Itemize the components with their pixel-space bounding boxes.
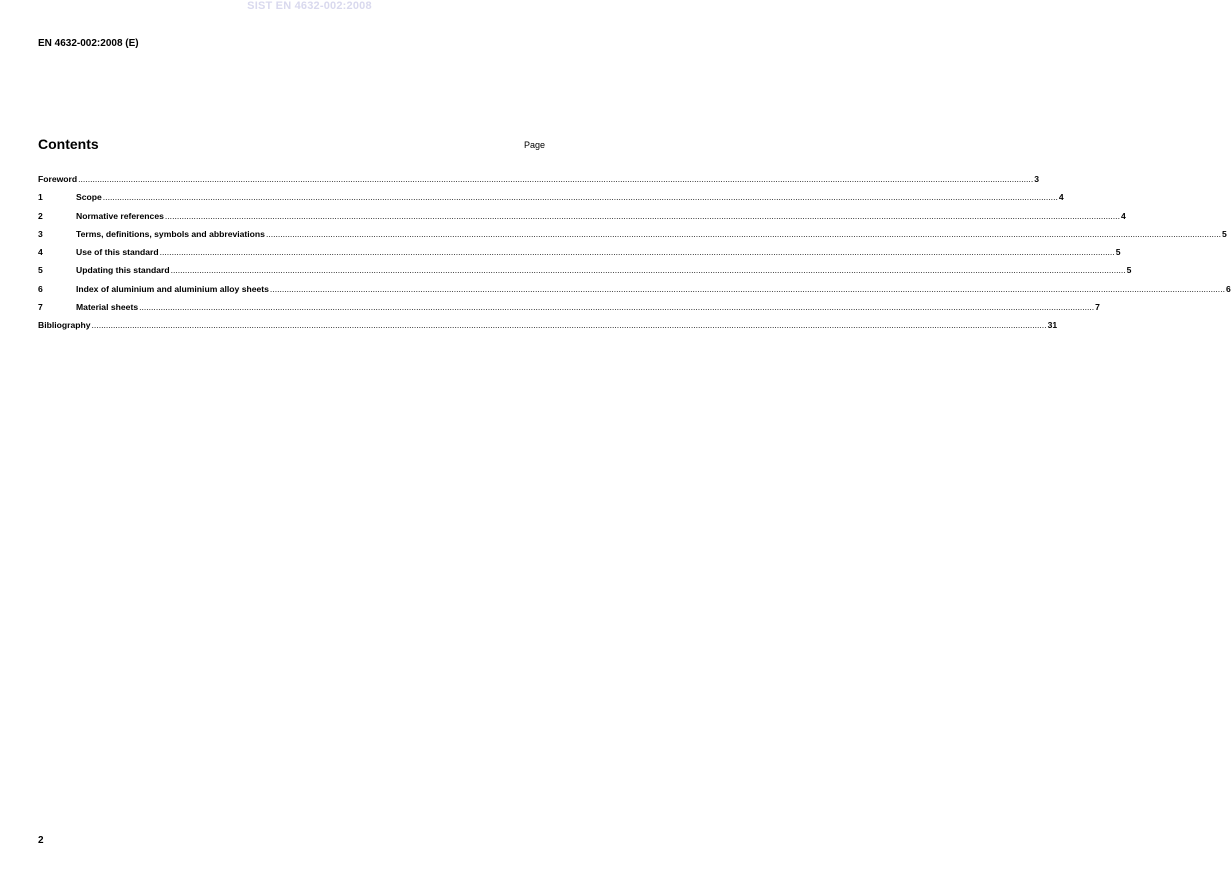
- toc-entry-page: 5: [1222, 228, 1227, 239]
- toc-entry-page: 4: [1120, 210, 1126, 221]
- toc-leader-dots: ................................................................................................................................................................................................................................................................................................................................................................................................................: [78, 174, 1034, 184]
- table-of-contents: [38, 174, 1231, 339]
- toc-leader-dots: ................................................................................................................................................................................................................................................................................................................................................................................................................: [170, 265, 1126, 276]
- toc-entry-title: Use of this standard: [76, 247, 159, 258]
- page-column-label: Page: [523, 140, 545, 150]
- toc-entry-material-sheets[interactable]: [38, 302, 1100, 320]
- toc-entry-page: 7: [1095, 302, 1100, 313]
- toc-entry-title: Updating this standard: [76, 265, 170, 276]
- toc-entry-updating-standard[interactable]: [38, 265, 1132, 283]
- toc-entry-number: 2: [38, 210, 43, 221]
- toc-entry-number: 5: [38, 265, 43, 276]
- toc-leader-dots: ................................................................................................................................................................................................................................................................................................................................................................................................................: [265, 228, 1222, 239]
- document-header: EN 4632-002:2008 (E): [38, 38, 139, 49]
- toc-entry-number: 3: [38, 228, 43, 239]
- toc-entry-title: Bibliography: [38, 320, 91, 331]
- contents-title: Contents: [38, 136, 99, 152]
- toc-entry-use-of-standard[interactable]: [38, 247, 1121, 265]
- toc-entry-terms-definitions[interactable]: [38, 228, 1227, 247]
- toc-entry-page: 31: [1047, 320, 1058, 331]
- toc-entry-title: Normative references: [76, 210, 164, 221]
- toc-entry-number: 6: [38, 283, 43, 294]
- toc-entry-scope[interactable]: [38, 192, 1064, 210]
- toc-leader-dots: ................................................................................................................................................................................................................................................................................................................................................................................................................: [159, 247, 1115, 258]
- toc-entry-page: 5: [1115, 247, 1121, 258]
- toc-leader-dots: ................................................................................................................................................................................................................................................................................................................................................................................................................: [269, 283, 1225, 294]
- toc-entry-title: Index of aluminium and aluminium alloy sheets: [76, 283, 269, 294]
- toc-entry-page: 6: [1225, 283, 1231, 294]
- watermark: SIST EN 4632-002:2008: [247, 0, 372, 12]
- toc-entry-title: Terms, definitions, symbols and abbreviations: [76, 228, 265, 239]
- toc-leader-dots: ................................................................................................................................................................................................................................................................................................................................................................................................................: [164, 210, 1120, 221]
- toc-leader-dots: ................................................................................................................................................................................................................................................................................................................................................................................................................: [102, 192, 1058, 203]
- toc-entry-title: Material sheets: [76, 302, 139, 313]
- toc-entry-title: Scope: [76, 192, 102, 203]
- toc-entry-page: 4: [1058, 192, 1064, 203]
- page-number: 2: [38, 835, 44, 846]
- toc-entry-normative-references[interactable]: [38, 210, 1126, 229]
- toc-entry-number: 1: [38, 192, 43, 203]
- toc-entry-bibliography[interactable]: [38, 320, 1058, 338]
- toc-leader-dots: ................................................................................................................................................................................................................................................................................................................................................................................................................: [91, 320, 1047, 331]
- toc-entry-page: 3: [1034, 174, 1039, 184]
- toc-entry-foreword[interactable]: [38, 174, 1039, 192]
- toc-entry-number: 4: [38, 247, 43, 258]
- toc-leader-dots: ................................................................................................................................................................................................................................................................................................................................................................................................................: [139, 302, 1095, 313]
- toc-entry-title: Foreword: [38, 174, 78, 184]
- toc-entry-number: 7: [38, 302, 43, 313]
- toc-entry-page: 5: [1126, 265, 1132, 276]
- toc-entry-index-aluminium[interactable]: [38, 283, 1231, 302]
